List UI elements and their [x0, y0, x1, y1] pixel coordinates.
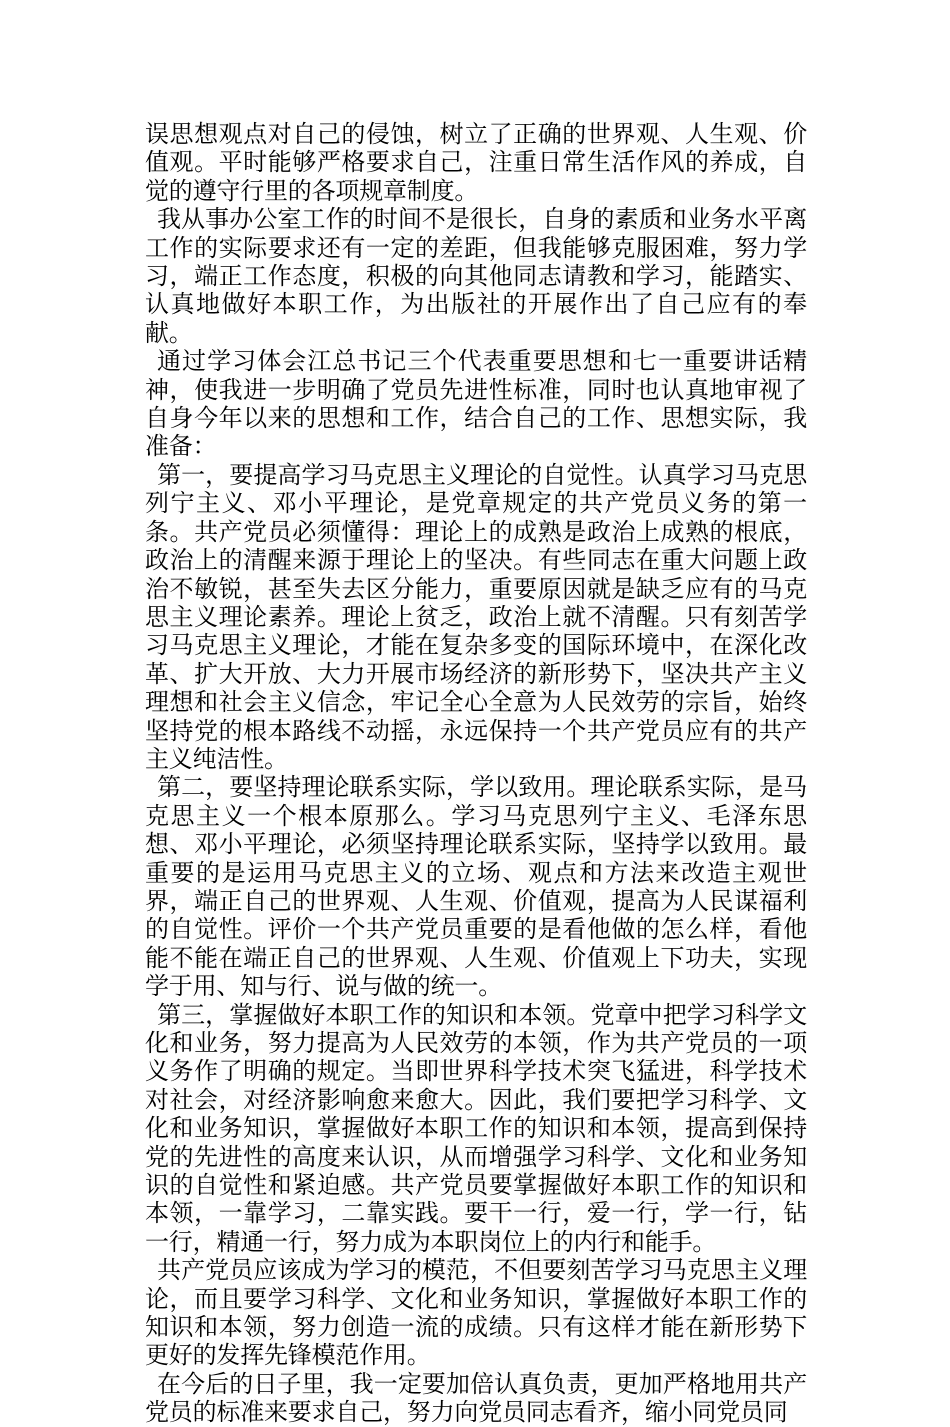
- paragraph-7: 共产党员应该成为学习的模范，不但要刻苦学习马克思主义理论，而且要学习科学、文化和业务知识，掌握做好本职工作的知识和本领，努力创造一流的成绩。只有这样才能在新形势下更好的发挥先锋模范作用。: [145, 1256, 807, 1370]
- paragraph-1: 误思想观点对自己的侵蚀，树立了正确的世界观、人生观、价值观。平时能够严格要求自己，注重日常生活作风的养成，自觉的遵守行里的各项规章制度。: [145, 120, 807, 205]
- paragraph-3: 通过学习体会江总书记三个代表重要思想和七一重要讲话精神，使我进一步明确了党员先进性标准，同时也认真地审视了自身今年以来的思想和工作，结合自己的工作、思想实际，我准备：: [145, 347, 807, 461]
- paragraph-8: 在今后的日子里，我一定要加倍认真负责，更加严格地用共产党员的标准来要求自己，努力向党员同志看齐，缩小同党员同: [145, 1369, 807, 1427]
- document-body: [145, 120, 807, 1427]
- paragraph-6: 第三，掌握做好本职工作的知识和本领。党章中把学习科学文化和业务，努力提高为人民效劳的本领，作为共产党员的一项义务作了明确的规定。当即世界科学技术突飞猛进，科学技术对社会，对经济影响愈来愈大。因此，我们要把学习科学、文化和业务知识，掌握做好本职工作的知识和本领，提高到保持党的先进性的高度来认识，从而增强学习科学、文化和业务知识的自觉性和紧迫感。共产党员要掌握做好本职工作的知识和本领，一靠学习，二靠实践。要干一行，爱一行，学一行，钻一行，精通一行，努力成为本职岗位上的内行和能手。: [145, 1000, 807, 1256]
- paragraph-2: 我从事办公室工作的时间不是很长，自身的素质和业务水平离工作的实际要求还有一定的差距，但我能够克服困难，努力学习，端正工作态度，积极的向其他同志请教和学习，能踏实、认真地做好本职工作，为出版社的开展作出了自己应有的奉献。: [145, 205, 807, 347]
- paragraph-5: 第二，要坚持理论联系实际，学以致用。理论联系实际，是马克思主义一个根本原那么。学习马克思列宁主义、毛泽东思想、邓小平理论，必须坚持理论联系实际，坚持学以致用。最重要的是运用马克思主义的立场、观点和方法来改造主观世界，端正自己的世界观、人生观、价值观，提高为人民谋福利的自觉性。评价一个共产党员重要的是看他做的怎么样，看他能不能在端正自己的世界观、人生观、价值观上下功夫，实现学于用、知与行、说与做的统一。: [145, 773, 807, 1001]
- paragraph-4: 第一，要提高学习马克思主义理论的自觉性。认真学习马克思列宁主义、邓小平理论，是党章规定的共产党员义务的第一条。共产党员必须懂得：理论上的成熟是政治上成熟的根底，政治上的清醒来源于理论上的坚决。有些同志在重大问题上政治不敏锐，甚至失去区分能力，重要原因就是缺乏应有的马克思主义理论素养。理论上贫乏，政治上就不清醒。只有刻苦学习马克思主义理论，才能在复杂多变的国际环境中，在深化改革、扩大开放、大力开展市场经济的新形势下，坚决共产主义理想和社会主义信念，牢记全心全意为人民效劳的宗旨，始终坚持党的根本路线不动摇，永远保持一个共产党员应有的共产主义纯洁性。: [145, 460, 807, 773]
